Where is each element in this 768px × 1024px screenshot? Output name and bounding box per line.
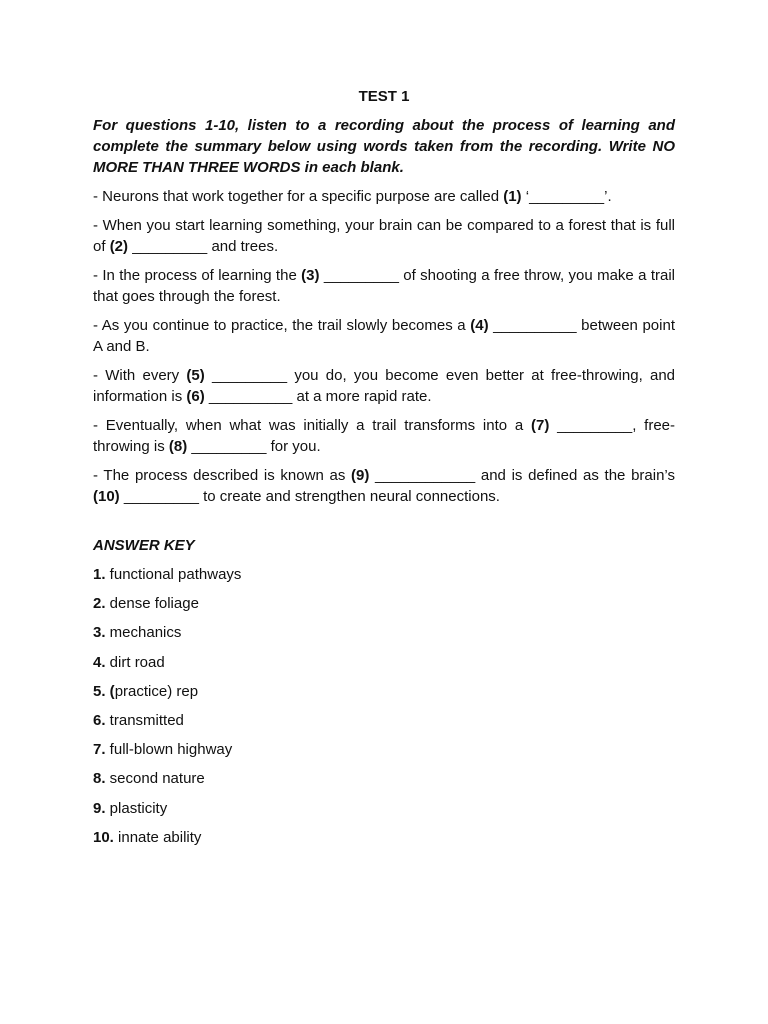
question-1: - Neurons that work together for a specific purpose are called (1) ‘_________’.: [93, 188, 612, 205]
answer-7: 7. full-blown highway: [93, 741, 233, 759]
question-7-8: - Eventually, when what was initially a trail transforms into a (7) _________, free-throwing is (8) _________ for you.: [93, 417, 675, 455]
answer-3: 3. mechanics: [93, 624, 182, 642]
question-3: - In the process of learning the (3) _________ of shooting a free throw, you make a trail that goes through the forest.: [93, 267, 676, 305]
answer-2: 2. dense foliage: [93, 595, 199, 613]
answer-9: 9. plasticity: [93, 799, 168, 817]
answer-key-list: [93, 564, 675, 856]
question-list: [93, 186, 675, 507]
answer-1: 1. functional pathways: [93, 566, 242, 583]
answer-5: 5. (practice) rep: [93, 682, 199, 700]
page-title: TEST 1: [358, 88, 410, 105]
question-4: - As you continue to practice, the trail slowly becomes a (4) __________ between point A and B.: [93, 317, 675, 355]
document-page: [93, 86, 675, 856]
question-5-6: - With every (5) _________ you do, you become even better at free-throwing, and information is (6) __________ at a more rapid rate.: [93, 367, 676, 405]
answer-8: 8. second nature: [93, 770, 205, 788]
instructions: For questions 1-10, listen to a recording about the process of learning and complete the summary below using words taken from the recording. Write NO MORE THAN THREE WORDS in each blank.: [93, 117, 675, 176]
answer-6: 6. transmitted: [93, 711, 184, 729]
question-2: - When you start learning something, your brain can be compared to a forest that is full of (2) _________ and trees.: [93, 217, 675, 255]
question-9-10: - The process described is known as (9) ____________ and is defined as the brain’s (10) _________ to create and strengthen neural connections.: [93, 467, 675, 505]
answer-4: 4. dirt road: [93, 653, 165, 671]
answer-10: 10. innate ability: [93, 828, 202, 846]
answer-key-heading: ANSWER KEY: [93, 537, 195, 554]
